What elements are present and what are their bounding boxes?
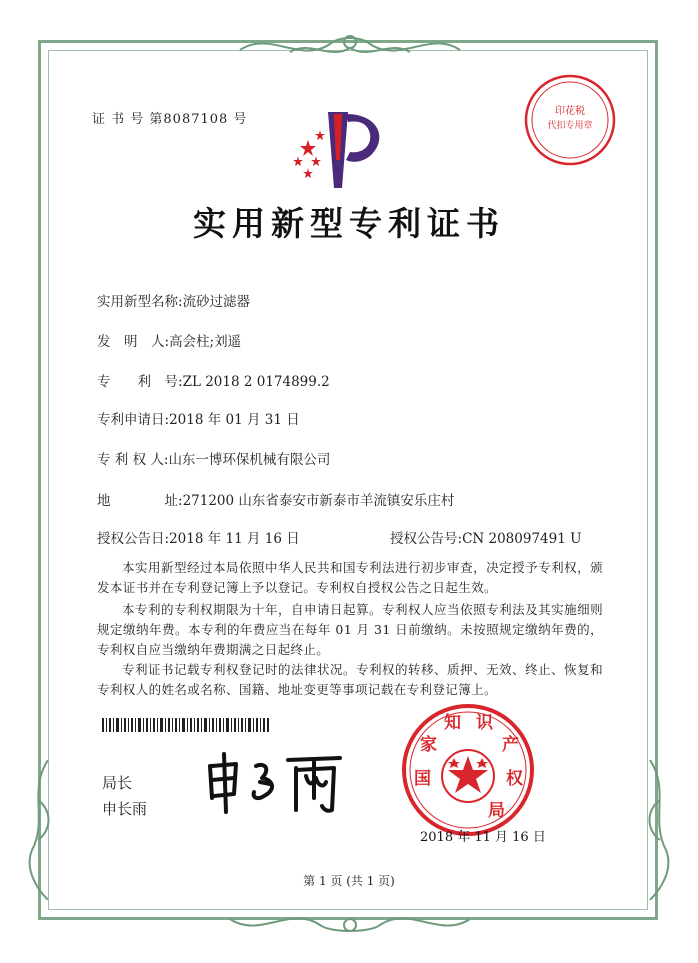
field-grant-date xyxy=(97,527,300,547)
field-inventor xyxy=(97,330,241,350)
certificate-number: 证 书 号 第8087108 号 xyxy=(92,112,248,127)
field-value: 流砂过滤器 xyxy=(182,294,251,310)
field-value: 2018 年 01 月 31 日 xyxy=(169,412,300,428)
issue-date: 2018 年 11 月 16 日 xyxy=(420,830,546,845)
svg-text:识: 识 xyxy=(476,713,493,733)
field-value: CN 208097491 U xyxy=(462,531,582,547)
field-grant-number xyxy=(390,527,581,547)
field-value: 山东一博环保机械有限公司 xyxy=(168,452,331,468)
field-label: 专 利 权 人: xyxy=(97,452,169,468)
top-ornament xyxy=(230,30,470,64)
svg-text:局: 局 xyxy=(488,801,505,821)
field-label: 地 址: xyxy=(97,493,183,509)
svg-text:代扣专用章: 代扣专用章 xyxy=(547,121,593,131)
field-value: 271200 山东省泰安市新泰市羊流镇安乐庄村 xyxy=(182,493,455,509)
certificate-title: 实用新型专利证书 xyxy=(193,204,505,243)
field-patent-number xyxy=(97,370,330,390)
paragraph-term-statement: 本专利的专利权期限为十年，自申请日起算。专利权人应当依照专利法及其实施细则规定缴纳年费。本专利的年费应当在每年 01 月 31 日前缴纳。未按照规定缴纳年费的，专利权自应当缴纳年费期满之日起终止。 xyxy=(97,602,603,657)
svg-text:知: 知 xyxy=(444,713,461,733)
field-value: ZL 2018 2 0174899.2 xyxy=(182,374,330,390)
field-utility-model-name xyxy=(97,290,250,310)
field-label: 实用新型名称: xyxy=(97,294,183,310)
field-application-date xyxy=(97,408,300,428)
officer-name: 申长雨 xyxy=(102,800,148,818)
page-number: 第 1 页 (共 1 页) xyxy=(303,874,395,888)
patent-office-logo xyxy=(290,100,390,190)
handwritten-signature xyxy=(200,752,350,816)
field-patentee xyxy=(97,448,330,468)
field-label: 专 利 号: xyxy=(97,374,183,390)
field-address xyxy=(97,489,454,509)
svg-text:印花税: 印花税 xyxy=(555,106,585,117)
field-value: 高会柱;刘遥 xyxy=(169,334,242,350)
field-label: 授权公告号: xyxy=(390,531,463,547)
tax-stamp-seal xyxy=(515,70,625,170)
paragraph-grant-statement: 本实用新型经过本局依照中华人民共和国专利法进行初步审查，决定授予专利权，颁发本证书并在专利登记簿上予以登记。专利权自授权公告之日起生效。 xyxy=(97,560,603,595)
svg-text:家: 家 xyxy=(420,735,437,755)
field-label: 专利申请日: xyxy=(97,412,170,428)
barcode xyxy=(102,718,270,732)
paragraph-legal-status: 专利证书记载专利权登记时的法律状况。专利权的转移、质押、无效、终止、恢复和专利权人的姓名或名称、国籍、地址变更等事项记载在专利登记簿上。 xyxy=(97,662,603,697)
official-seal xyxy=(398,700,538,840)
field-label: 发 明 人: xyxy=(97,334,170,350)
field-value: 2018 年 11 月 16 日 xyxy=(169,531,300,547)
svg-text:产: 产 xyxy=(502,735,519,755)
officer-title: 局长 xyxy=(102,774,133,792)
svg-text:国: 国 xyxy=(414,769,431,789)
svg-text:权: 权 xyxy=(506,769,523,789)
field-label: 授权公告日: xyxy=(97,531,170,547)
bottom-ornament xyxy=(220,905,480,939)
